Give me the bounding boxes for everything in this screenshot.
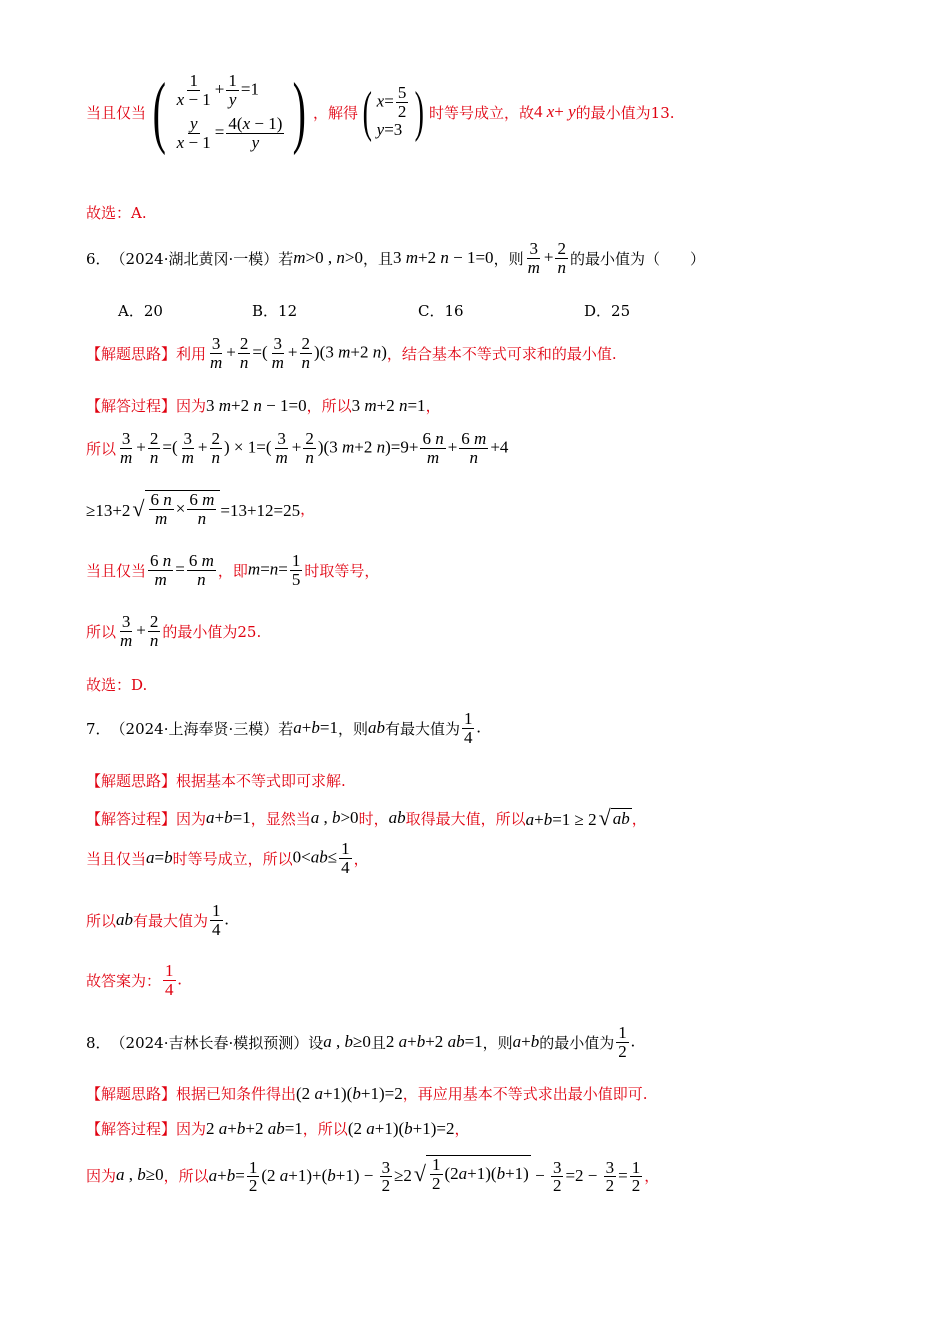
q6-derivation-2: ≥13+2 √ $\frac{6 n}{m}$ × $\frac{6 m}{n}$ =13+12=25 ，: [86, 490, 316, 528]
q6-number: 6．: [86, 249, 111, 268]
p5-solution: ( x= $\frac{5}{2}$ y=3 ): [362, 81, 425, 143]
q6-process: 【解答过程】因为 3 m+2 n − 1=0 ，所以 3 m+2 n=1 ，: [86, 395, 441, 415]
q7-answer: 故答案为： $\frac{1}{4}$ .: [86, 961, 182, 999]
p5-solve-text: ，解得: [313, 103, 359, 122]
p5-system: ( $\frac{1}{x - 1}$ + $\frac{1}{y}$ =1 $\frac{y}{x - 1}$ = $\frac{4(x - 1)}{y}$ ): [152, 68, 307, 156]
q6-answer: 故选：D.: [86, 676, 148, 694]
q8-derivation: 因为 a , b≥0 ，所以 a+b= $\frac{1}{2}$ (2 a+1)+(b+1) − $\frac{3}{2}$ ≥2 √ $\frac{1}{2}$ (2 a +1)( b +1) − $\frac{3}{2}$ =2 − $\frac{3}{2}$ = $\frac{1}{2}$ ，: [86, 1155, 660, 1196]
q7-equality: 当且仅当 a=b 时等号成立，所以 0<ab≤ $\frac{1}{4}$ ，: [86, 839, 369, 877]
q6-option-b: B．12: [252, 302, 298, 320]
q6-option-d: D．25: [584, 302, 631, 320]
q8-stem: 8． （2024·吉林长春·模拟预测）设 a , b≥0 且 2 a+b+2 ab=1 ，则 a+b 的最小值为 $\frac{1}{2}$ .: [86, 1023, 636, 1061]
q6-equality: 当且仅当 $\frac{6 n}{m}$ = $\frac{6 m}{n}$ ，即 m=n= $\frac{1}{5}$ 时取等号，: [86, 551, 380, 589]
q7-idea: 【解题思路】根据基本不等式即可求解.: [86, 772, 346, 790]
q6-stem: 6． （2024·湖北黄冈·一模）若 m>0 , n>0 ，且 3 m+2 n − 1=0 ，则 $\frac{3}{m}$ + $\frac{2}{n}$ 的最小值为（ ）: [86, 239, 705, 277]
p5-answer: 故选：A.: [86, 204, 147, 222]
q7-stem: 7． （2024·上海奉贤·三模）若 a+b=1 ，则 ab 有最大值为 $\frac{1}{4}$ .: [86, 709, 481, 747]
p5-tail-b: 的最小值为13.: [575, 103, 675, 122]
p5-equality-line: [86, 68, 675, 156]
q8-idea: 【解题思路】根据已知条件得出 (2 a+1)(b+1)=2 ，再应用基本不等式求出最小值即可.: [86, 1083, 648, 1103]
q7-process: 【解答过程】因为 a+b=1 ，显然当 a , b>0 时， ab 取得最大值，所以 a+b=1 ≥ 2 √ ab ，: [86, 805, 647, 830]
q6-derivation-1: 所以 $\frac{3}{m}$ + $\frac{2}{n}$ =( $\frac{3}{m}$ + $\frac{2}{n}$ ) × 1=( $\frac{3}{m}$ + $\frac{2}{n}$ )(3 m+2 n)=9+ $\frac{6 n}{m}$ + $\frac{6 m}{n}$ +4: [86, 429, 509, 467]
q6-option-c: C．16: [418, 302, 464, 320]
q6-idea: 【解题思路】利用 $\frac{3}{m}$ + $\frac{2}{n}$ =( $\frac{3}{m}$ + $\frac{2}{n}$ )(3 m+2 n) ，结合基本不等式可求和的最小值.: [86, 334, 617, 372]
q6-option-a: A．20: [118, 302, 163, 320]
p5-tail-a: 时等号成立，故: [428, 103, 534, 122]
q8-process: 【解答过程】因为 2 a+b+2 ab=1 ，所以 (2 a+1)(b+1)=2 ，: [86, 1118, 470, 1138]
q6-source: （2024·湖北黄冈·一模）若: [110, 249, 294, 268]
q7-conclusion: 所以 ab 有最大值为 $\frac{1}{4}$ .: [86, 901, 229, 939]
q6-conclusion: 所以 $\frac{3}{m}$ + $\frac{2}{n}$ 的最小值为25.: [86, 612, 262, 650]
p5-expr: 4 x+ y: [533, 102, 576, 121]
p5-lead-text: 当且仅当: [86, 103, 147, 122]
